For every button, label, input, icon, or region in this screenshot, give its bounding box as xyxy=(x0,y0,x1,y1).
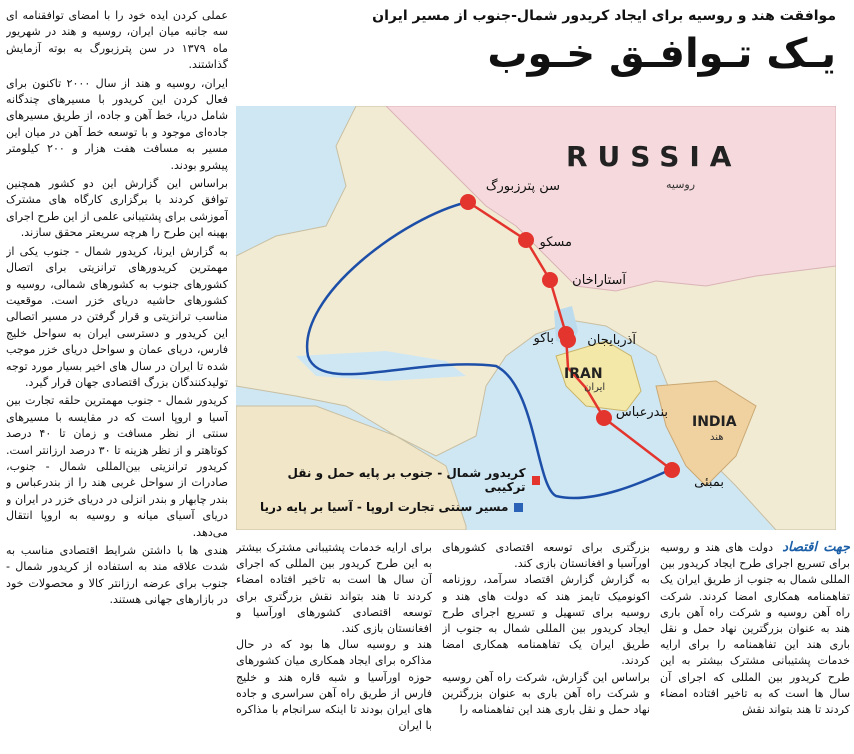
column-paragraph: به گزارش گزارش اقتصاد سرآمد، روزنامه اکونومیک تایمز هند که دولت های هند و روسیه برای تسهیل و تسریع اجرای طرح ایجاد کریدور بین المللی شمال به جنوب از طریق ایران یک تفاهمنامه همکاری امضا کردند. xyxy=(442,573,650,668)
country-label-iran: IRAN xyxy=(564,366,603,382)
legend-item xyxy=(260,466,540,494)
column-text: دولت های هند و روسیه برای تسریع اجرای طرح ایجاد کریدور بین المللی شمال به جنوب از طریق ایران یک تفاهمنامه همکاری امضا کردند. شرکت راه آهن روسیه و شرکت راه آهن باری هند به عنوان بزرگترین نهاد حمل و نقل باری هند این تفاهمنامه را برای ارایه خدمات پشتیبانی مشترک بیشتر به این طرح کریدور بین المللی که اجرای آن سال ها است که به تاخیر افتاده امضاء کردند تا هند بتواند نقش xyxy=(660,541,850,717)
left-paragraph: به گزارش ایرنا، کریدور شمال - جنوب یکی از مهمترین کریدورهای ترانزیتی برای اتصال کشورهای جنوب به کشورهای شمالی، روسیه و کشورهای حاشیه دریای خزر است. موقعیت مناسب ترانزیتی و قرار گرفتن در مسیر اتصالی این کریدور و دسترسی ایران به سواحل خلیج فارس، دریای عمان و سواحل دریای خزر موجب شده تا ایران در سال های اخیر بسیار مورد توجه تولیدکنندگان بزرگ اقتصادی جهان قرار گیرد. xyxy=(6,244,228,389)
city-label: باکو xyxy=(533,331,554,346)
city-marker xyxy=(518,232,534,248)
city-label: سن پترزبورگ xyxy=(485,179,560,194)
legend-swatch-blue xyxy=(514,503,523,512)
left-paragraph: هندی ها با داشتن شرایط اقتصادی مناسب به شدت علاقه مند به استفاده از کریدور شمال - جنوب برای عرضه ارزانتر کالا و محصولات خود در بازارهای جهانی هستند. xyxy=(6,544,228,607)
text-column-3 xyxy=(236,540,432,754)
left-text-column xyxy=(6,8,228,748)
column-paragraph: بزرگتری برای توسعه اقتصادی کشورهای اورآسیا و افغانستان بازی کند. xyxy=(442,541,650,571)
text-column-2 xyxy=(442,540,650,754)
text-column-1 xyxy=(660,540,850,754)
city-marker xyxy=(542,272,558,288)
country-label-russia: RUSSIA xyxy=(566,140,742,173)
city-label: بمبئی xyxy=(694,475,724,490)
city-marker xyxy=(560,332,576,348)
column-paragraph: هند و روسیه سال ها بود که در حال مذاکره برای ایجاد همکاری میان کشورهای حوزه اورآسیا و شبه قاره هند و خلیج فارس از طریق راه آهن سراسری و جاده های ایران بودند تا اینکه سرانجام با مذاکره با ایران xyxy=(236,638,432,733)
city-label: آذربایجان xyxy=(587,333,636,348)
city-marker xyxy=(596,410,612,426)
city-label: آستاراخان xyxy=(572,273,626,288)
map-legend xyxy=(260,466,540,520)
left-paragraph: ایران، روسیه و هند از سال ۲۰۰۰ تاکنون برای فعال کردن این کریدور با مسیرهای چندگانه شامل دریا، خط آهن و جاده، از طریق مسیرهای جاده‌ای موجود و با توسعه خط آهن در میان این مسیر به مسافت هفت هزار و ۲۰۰ کیلومتر پیشرو بودند. xyxy=(6,76,228,172)
legend-item xyxy=(260,500,540,514)
left-paragraph: براساس این گزارش این دو کشور همچنین توافق کردند با برگزاری کارگاه های مشترک آموزشی برای پشتیبانی علمی از این طرح اجرای بهینه این طرح را هرچه سریعتر محقق سازند. xyxy=(6,177,228,240)
column-paragraph: برای ارایه خدمات پشتیبانی مشترک بیشتر به این طرح کریدور بین المللی که اجرای آن سال ها است به تاخیر افتاده امضاء کردند تا هند بتواند نقش بزرگتری برای توسعه اقتصادی کشورهای اورآسیا و افغانستان بازی کند. xyxy=(236,541,432,636)
left-paragraph: عملی کردن ایده خود را با امضای توافقنامه ای سه جانبه میان ایران، روسیه و هند در شهریور ماه ۱۳۷۹ در سن پترزبورگ به بوته آزمایش گذاشتند. xyxy=(6,9,228,72)
city-label: مسکو xyxy=(539,235,572,250)
article-headline: یـک تـوافـق خـوب xyxy=(487,31,836,77)
column-paragraph: براساس این گزارش، شرکت راه آهن روسیه و شرکت راه آهن باری به عنوان بزرگترین نهاد حمل و نقل باری هند این تفاهمنامه را xyxy=(442,670,650,717)
legend-label: کریدور شمال - جنوب بر پایه حمل و نقل ترکیبی xyxy=(287,466,526,494)
publisher-logo: جهت اقتصاد xyxy=(782,540,850,555)
country-label-india: INDIA xyxy=(692,414,737,430)
city-marker xyxy=(460,194,476,210)
country-label-india-fa: هند xyxy=(710,432,724,443)
country-label-russia-fa: روسیه xyxy=(666,178,696,191)
city-label: بندرعباس xyxy=(615,405,668,420)
city-marker xyxy=(664,462,680,478)
corridor-map xyxy=(236,106,836,530)
left-paragraph: کریدور شمال - جنوب مهمترین حلقه تجارت بین آسیا و اروپا است که در مقایسه با مسیرهای سنتی از نظر مسافت و زمان تا ۴۰ درصد کوتاهتر و از نظر هزینه تا ۳۰ درصد ارزانتر است. کریدور ترانزیتی بین‌المللی شمال - جنوب، صادرات از سواحل غربی هند را از بندرعباس و بندر چابهار و بندر انزلی در دریای خزر در ایران و دریای آسیای میانه و روسیه به اروپا انتقال می‌دهد. xyxy=(6,394,228,539)
article-kicker: موافقت هند و روسیه برای ایجاد کریدور شمال-جنوب از مسیر ایران xyxy=(372,8,836,24)
legend-label: مسیر سنتی تجارت اروپا - آسیا بر پایه دریا xyxy=(260,500,509,514)
column-paragraph xyxy=(660,540,850,718)
country-label-iran-fa: ایران xyxy=(584,382,606,393)
legend-swatch-red xyxy=(532,476,540,485)
